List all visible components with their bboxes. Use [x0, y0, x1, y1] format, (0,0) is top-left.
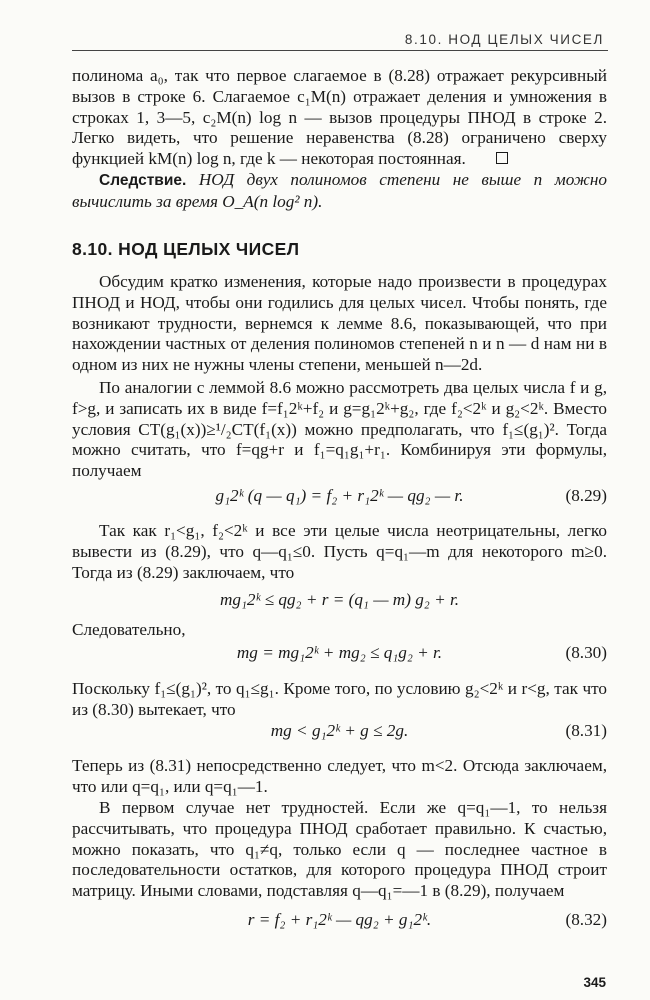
header-rule: [72, 50, 608, 51]
equation-unnumbered: [72, 588, 607, 612]
equation-number: (8.32): [565, 910, 607, 929]
paragraph-4: Следовательно,: [72, 620, 186, 639]
paragraph-2: По аналогии с леммой 8.6 можно рассмотреть два целых числа f и g, f>g, и записать их в виде f=f₁2ᵏ+f₂ и g=g₁2ᵏ+g₂, где f₂<2ᵏ и g₂<2ᵏ. Вместо условия CT(g₁(x))≥¹/₂CT(f₁(x)) можно предполагать, что f₁≤(g₁)². Тогда можно считать, что f=qg+r и f₁=q₁g₁+r₁. Комбинируя эти формулы, получаем: [72, 378, 607, 481]
corollary-text: НОД двух полиномов степени не выше n можно вычислить за время O_A(n log² n).: [72, 170, 608, 211]
paragraph-1: Обсудим кратко изменения, которые надо произвести в процедурах ПНОД и НОД, чтобы они годились для целых чисел. Чтобы понять, где возникают трудности, вернемся к лемме 8.6, показывающей, что при нахождении частных от деления полиномов степеней n и n — d нам ни в одном из них не нужны члены степени, меньшей n—2d.: [72, 272, 607, 375]
equation-8-29: [72, 484, 607, 508]
equation-number: (8.29): [565, 486, 607, 505]
page-number: 345: [583, 975, 606, 990]
corollary: [72, 170, 607, 213]
intro-paragraph: [72, 66, 607, 170]
equation-formula: g₁2ᵏ (q — q₁) = f₂ + r₁2ᵏ — qg₂ — r.: [215, 486, 464, 505]
running-head: 8.10. НОД ЦЕЛЫХ ЧИСЕЛ: [404, 32, 604, 47]
equation-8-30: [72, 641, 607, 665]
equation-number: (8.31): [565, 721, 607, 740]
corollary-label: Следствие.: [99, 172, 187, 189]
section-heading: 8.10. НОД ЦЕЛЫХ ЧИСЕЛ: [72, 239, 300, 259]
paragraph-6: Теперь из (8.31) непосредственно следует, что m<2. Отсюда заключаем, что или q=q₁, или q=q₁—1.: [72, 756, 607, 796]
qed-square-icon: [496, 152, 508, 164]
equation-formula: mg = mg₁2ᵏ + mg₂ ≤ q₁g₂ + r.: [236, 643, 443, 662]
equation-number: (8.30): [565, 643, 607, 662]
paragraph-3: Так как r₁<g₁, f₂<2ᵏ и все эти целые числа неотрицательны, легко вывести из (8.29), что q—q₁≤0. Пусть q=q₁—m для некоторого m≥0. Тогда из (8.29) заключаем, что: [72, 521, 607, 582]
equation-formula: mg₁2ᵏ ≤ qg₂ + r = (q₁ — m) g₂ + r.: [219, 590, 460, 609]
equation-formula: r = f₂ + r₁2ᵏ — qg₂ + g₁2ᵏ.: [247, 910, 432, 929]
paragraph-5: Поскольку f₁≤(g₁)², то q₁≤g₁. Кроме того, по условию g₂<2ᵏ и r<g, так что из (8.30) вытекает, что: [72, 679, 607, 719]
intro-text: полинома a₀, так что первое слагаемое в (8.28) отражает рекурсивный вызов в строке 6. Слагаемое c₁M(n) отражает деления и умножения в строках 1, 3—5, c₂M(n) log n — вызов процедуры ПНОД в строке 2. Легко видеть, что решение неравенства (8.28) ограничено сверху функцией kM(n) log n, где k — некоторая постоянная.: [72, 66, 607, 169]
equation-8-31: [72, 719, 607, 743]
equation-8-32: [72, 908, 607, 932]
paragraph-7: В первом случае нет трудностей. Если же q=q₁—1, то нельзя рассчитывать, что процедура ПНОД сработает правильно. К счастью, можно показать, что q₁≠q, только если q — последнее частное в последовательности остатков, для которого процедура ПНОД строит матрицу. Иными словами, подставляя q—q₁=—1 в (8.29), получаем: [72, 798, 607, 901]
equation-formula: mg < g₁2ᵏ + g ≤ 2g.: [270, 721, 409, 740]
